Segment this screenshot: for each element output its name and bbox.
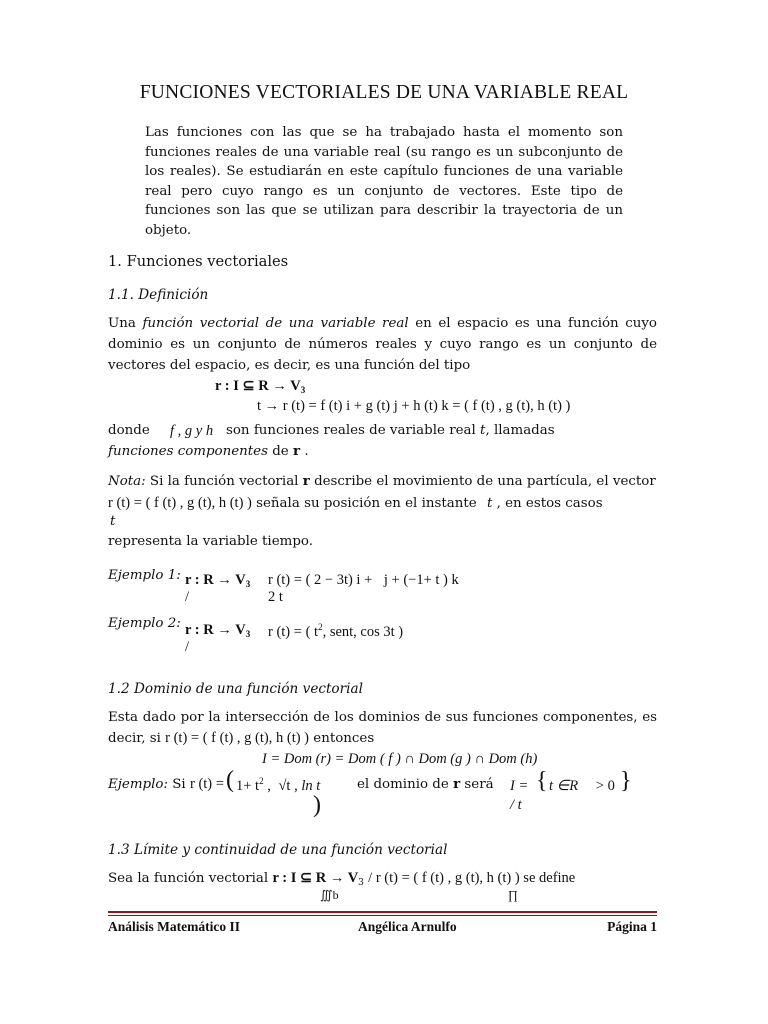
domain-example-components: $1+ t^2$ , √t , ln t: [236, 776, 321, 794]
example-1-expr: r (t) = ( 2 − 3t) i + j + (−1+ t ) k: [268, 572, 459, 588]
domain-set-slash: / t: [510, 797, 522, 813]
componentes-line: funciones componentes de r .: [108, 443, 309, 459]
donde-text: son funciones reales de variable real t, llamadas: [226, 423, 555, 438]
domain-example: Ejemplo: Si r (t) =: [108, 776, 224, 792]
footer-course: Análisis Matemático II: [108, 919, 240, 934]
subsection-heading-1-2: 1.2 Dominio de una función vectorial: [108, 681, 363, 697]
nota-line-3: representa la variable tiempo.: [108, 534, 313, 549]
domain-set-i: I =: [510, 778, 529, 794]
footer-rule: [108, 911, 657, 913]
subsection-heading-1-3: 1.3 Límite y continuidad de una función vectorial: [108, 842, 448, 858]
donde-label: donde: [108, 423, 150, 438]
intro-paragraph: Las funciones con las que se ha trabajado hasta el momento son funciones reales de una variable real (su rango es un subconjunto de los reales). Se estudiarán en este capítulo funciones de una variable real pero cuyo rango es un conjunto de vectores. Este tipo de funciones son las que se utilizan para describir la trayectoria de un objeto.: [145, 125, 623, 238]
paren-close: ): [313, 792, 321, 818]
page-title: FUNCIONES VECTORIALES DE UNA VARIABLE REAL: [139, 82, 629, 103]
limit-fragment-2: ∏: [508, 888, 518, 902]
example-2-slash: /: [185, 639, 190, 655]
domain-result-text: el dominio de r será: [357, 776, 494, 792]
example-1-map: r : $R \to V_3$: [185, 572, 251, 589]
definition-paragraph: Una función vectorial de una variable real en el espacio es una función cuyo dominio es un conjunto de números reales y cuyo rango es un conjunto de vectores del espacio, es decir, es una función del tipo: [108, 316, 657, 373]
section-heading-1: 1. Funciones vectoriales: [108, 253, 289, 270]
definition-term: función vectorial de una variable real: [142, 316, 409, 331]
example-1-fraction: 2 t: [268, 589, 283, 605]
subsection-heading-1-1: 1.1. Definición: [108, 287, 209, 303]
footer-page-number: Página 1: [607, 919, 657, 934]
nota-line-1: Nota: Si la función vectorial r describe el movimiento de una partícula, el vector: [108, 473, 656, 489]
paren-open: (: [226, 767, 234, 793]
component-functions: f , g y h: [170, 423, 214, 439]
footer-author: Angélica Arnulfo: [358, 919, 457, 934]
domain-paragraph: Esta dado por la intersección de los dominios de sus funciones componentes, es decir, si r (t) = ( f (t) , g (t), h (t) ) entonces: [108, 710, 657, 746]
example-1-slash: /: [185, 589, 190, 605]
domain-set: t ∈R > 0: [549, 778, 615, 794]
nota-line-2: r (t) = ( f (t) , g (t), h (t) ) señala su posición en el instante t , en estos casos: [108, 495, 603, 511]
example-2-expr: r (t) = ( $t^2$, sent, cos 3t ): [268, 622, 404, 640]
footer-rule-thin: [108, 915, 657, 916]
brace-close: }: [620, 768, 632, 794]
limit-line: Sea la función vectorial r : I ⊆ $R \to V_3 / r$ (t) = ( f (t) , g (t), h (t) ) se define: [108, 870, 576, 888]
domain-formula: I = Dom (r) = Dom ( f ) ∩ Dom (g ) ∩ Dom (h): [262, 751, 538, 767]
formula-domain-map: r : I ⊆ $R \to V_3$: [215, 378, 306, 395]
example-2-map: r : $R \to V_3$: [185, 622, 251, 639]
formula-vector-function: t → r (t) = f (t) i + g (t) j + h (t) k = ( f (t) , g (t), h (t) ): [257, 398, 571, 414]
example-2-label: Ejemplo 2:: [108, 616, 181, 631]
example-1-label: Ejemplo 1:: [108, 568, 181, 583]
nota-t: t: [110, 514, 116, 529]
limit-fragment-1: ∭b: [320, 888, 339, 902]
brace-open: {: [536, 768, 548, 794]
